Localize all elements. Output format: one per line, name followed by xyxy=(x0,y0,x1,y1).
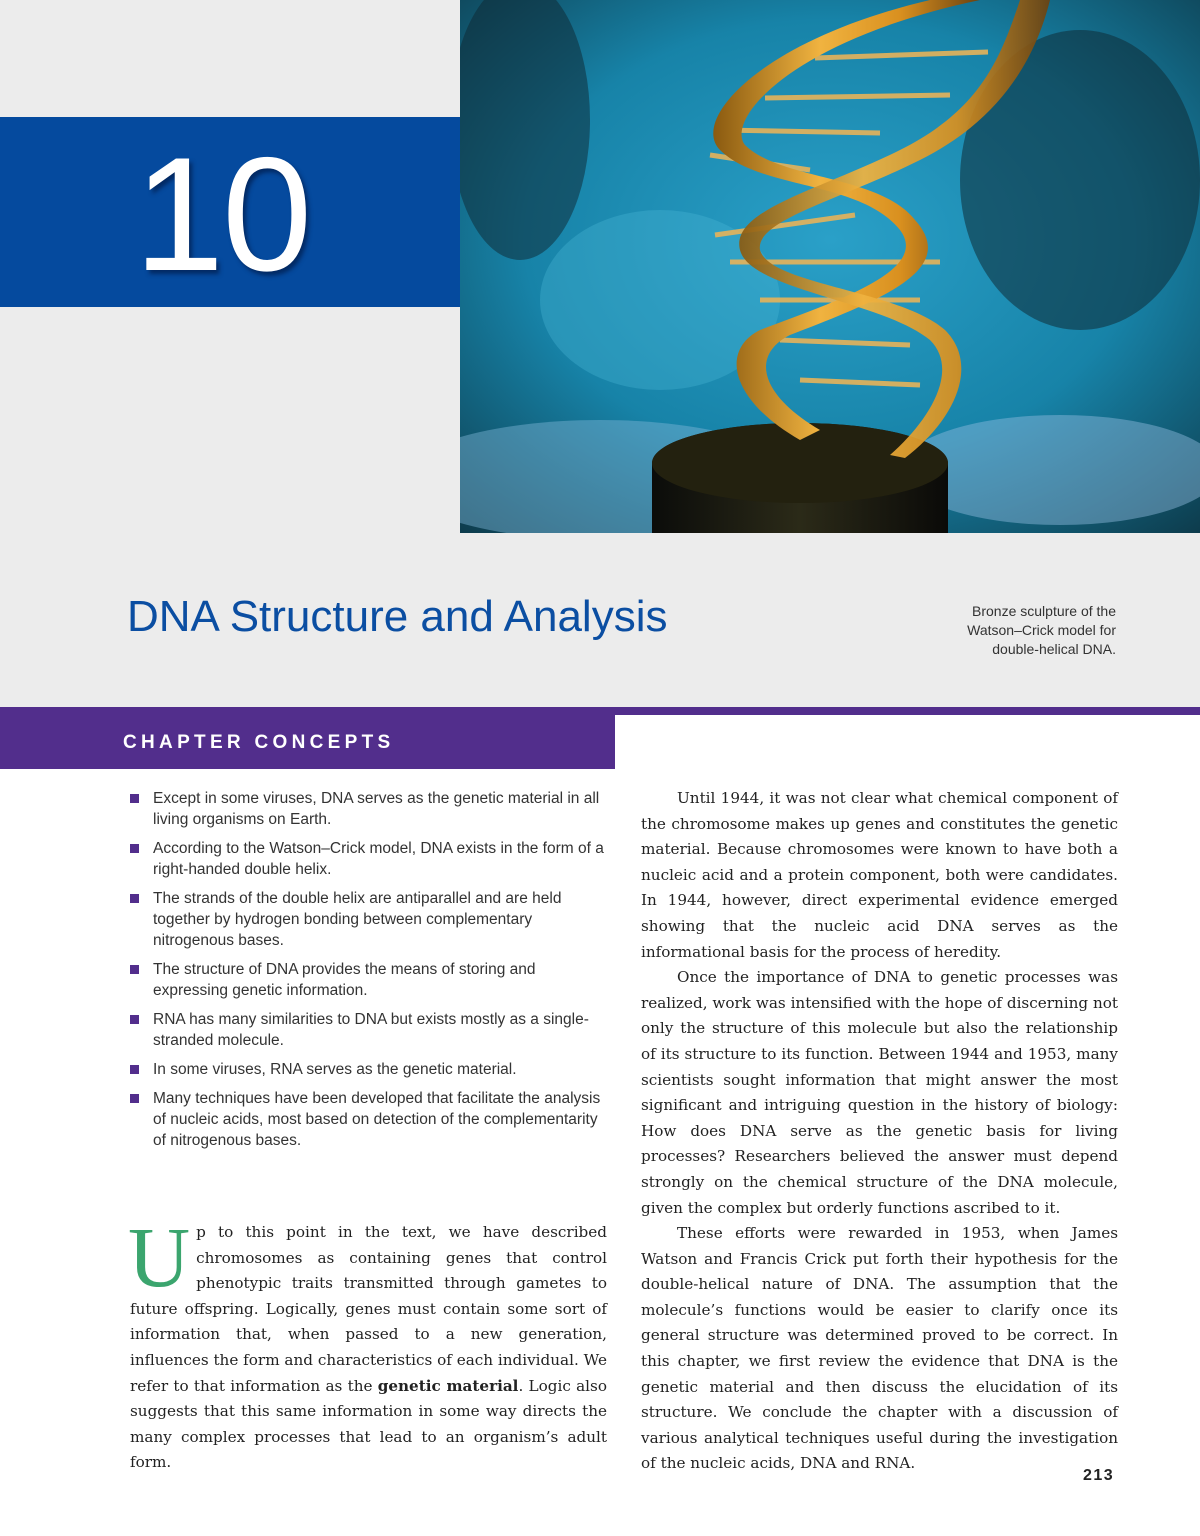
concept-item xyxy=(130,788,610,830)
concept-text: Except in some viruses, DNA serves as the genetic material in all living organisms on Earth. xyxy=(153,790,600,828)
caption-line: Watson–Crick model for xyxy=(967,622,1116,638)
caption-line: Bronze sculpture of the xyxy=(972,603,1116,619)
concept-item xyxy=(130,959,610,1001)
intro-text-end: . Logic also suggests that this same information in some way directs the many complex processes that lead to an organism’s adult form. xyxy=(130,1376,607,1472)
chapter-title: DNA Structure and Analysis xyxy=(127,592,668,641)
square-bullet-icon xyxy=(130,844,139,853)
body-paragraph: Until 1944, it was not clear what chemical component of the chromosome makes up genes and constitutes the genetic material. Because chromosomes were known to have both a nucleic acid and a protein component, both were candidates. In 1944, however, direct experimental evidence emerged showing that the nucleic acid DNA serves as the informational basis for the process of heredity. xyxy=(641,789,1118,961)
square-bullet-icon xyxy=(130,1015,139,1024)
square-bullet-icon xyxy=(130,894,139,903)
body-paragraph: Once the importance of DNA to genetic processes was realized, work was intensified with the hope of discerning not only the structure of this molecule but also the relationship of its structure to its function. Between 1944 and 1953, many scientists sought information that might answer the most significant and intriguing question in the history of biology: How does DNA serve as the genetic basis for living processes? Researchers believed the answer must depend strongly on the chemical structure of the DNA molecule, given the complex but orderly functions ascribed to it. xyxy=(641,968,1118,1217)
intro-paragraph xyxy=(128,1209,607,1476)
body-paragraph: These efforts were rewarded in 1953, when James Watson and Francis Crick put forth their hypothesis for the double-helical nature of DNA. The assumption that the molecule’s functions would be easier to clarify once its general structure was determined proved to be correct. In this chapter, we first review the evidence that DNA is the genetic material and then discuss the elucidation of its structure. We conclude the chapter with a discussion of various analytical techniques useful during the investigation of the nucleic acids, DNA and RNA. xyxy=(641,1224,1118,1473)
dna-sculpture-image xyxy=(460,0,1200,533)
concept-text: The strands of the double helix are antiparallel and are held together by hydrogen bonding between complementary nitrogenous bases. xyxy=(153,890,562,949)
key-term: genetic material xyxy=(377,1376,519,1395)
chapter-number: 10 xyxy=(134,124,311,305)
concept-text: In some viruses, RNA serves as the genetic material. xyxy=(153,1061,517,1078)
intro-text-start: p to this point in the text, we have described chromosomes as containing genes that control phenotypic traits transmitted through gametes to future offspring. Logically, genes must contain some sort of information that, when passed to a new generation, influences the form and characteristics of each individual. We refer to that information as the xyxy=(130,1223,607,1395)
square-bullet-icon xyxy=(130,965,139,974)
concept-item xyxy=(130,1088,610,1151)
concepts-heading: CHAPTER CONCEPTS xyxy=(123,732,395,753)
caption-line: double-helical DNA. xyxy=(992,641,1116,657)
concept-item xyxy=(130,1059,610,1080)
chapter-opener-photo xyxy=(460,0,1200,533)
concept-text: According to the Watson–Crick model, DNA exists in the form of a right-handed double helix. xyxy=(153,840,604,878)
concept-text: The structure of DNA provides the means of storing and expressing genetic information. xyxy=(153,961,536,999)
square-bullet-icon xyxy=(130,1094,139,1103)
concept-item xyxy=(130,888,610,951)
concept-text: RNA has many similarities to DNA but exists mostly as a single-stranded molecule. xyxy=(153,1011,589,1049)
chapter-concepts-list xyxy=(130,788,610,1159)
square-bullet-icon xyxy=(130,794,139,803)
concept-item xyxy=(130,838,610,880)
concept-text: Many techniques have been developed that facilitate the analysis of nucleic acids, most based on detection of the complementarity of nitrogenous bases. xyxy=(153,1090,601,1149)
drop-cap: U xyxy=(128,1209,191,1305)
right-column-text xyxy=(641,786,1118,1477)
square-bullet-icon xyxy=(130,1065,139,1074)
photo-caption xyxy=(896,602,1116,659)
page-number: 213 xyxy=(1083,1467,1115,1484)
concept-item xyxy=(130,1009,610,1051)
